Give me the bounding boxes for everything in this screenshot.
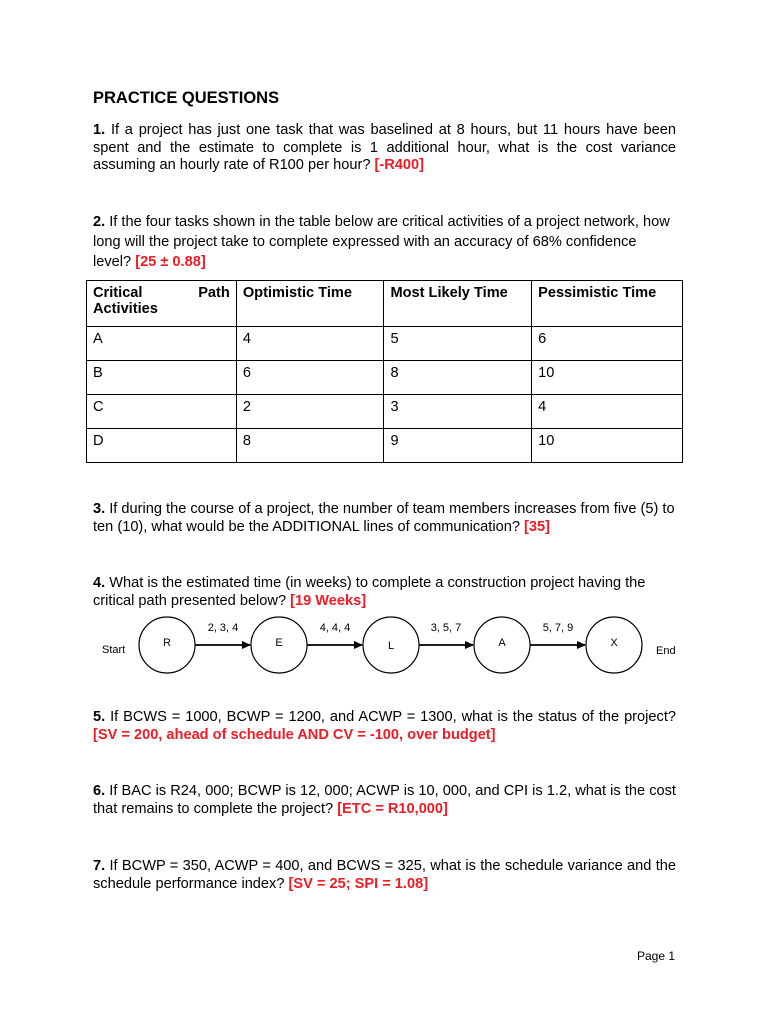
- question-answer: [SV = 200, ahead of schedule AND CV = -100, over budget]: [93, 726, 496, 743]
- question-text: If the four tasks shown in the table below are critical activities of a project network, how long will the project take to complete expressed with an accuracy of 68% confidence level?: [93, 214, 670, 270]
- cell-activity: A: [87, 327, 237, 361]
- cell-most-likely: 3: [384, 395, 532, 429]
- network-edge-label: 5, 7, 9: [542, 622, 574, 634]
- network-node-x: [586, 617, 642, 673]
- cell-pessimistic: 4: [532, 395, 683, 429]
- question-7: [93, 858, 676, 893]
- question-text: What is the estimated time (in weeks) to complete a construction project having the critical path presented below?: [93, 575, 646, 609]
- page-number: Page 1: [637, 949, 676, 963]
- cell-activity: C: [87, 395, 237, 429]
- question-1: [93, 122, 676, 175]
- network-node-a: [474, 617, 530, 673]
- cell-most-likely: 5: [384, 327, 532, 361]
- network-edge-label: 2, 3, 4: [207, 622, 239, 634]
- cell-most-likely: 8: [384, 361, 532, 395]
- question-text: If a project has just one task that was baselined at 8 hours, but 11 hours have been spent and the estimate to complete is 1 additional hour, what is the cost variance assuming an hourly rate of R100 per hour?: [93, 122, 676, 173]
- question-5: [93, 709, 676, 744]
- svg-text:A: A: [498, 637, 506, 649]
- network-node-r: [139, 617, 195, 673]
- question-number: 3.: [93, 501, 106, 517]
- critical-path-table: [86, 280, 683, 463]
- cell-optimistic: 2: [236, 395, 384, 429]
- question-6: [93, 783, 676, 818]
- cell-optimistic: 6: [236, 361, 384, 395]
- question-number: 4.: [93, 575, 106, 591]
- critical-path-network-diagram: [90, 612, 690, 674]
- table-row: [87, 429, 683, 463]
- network-node-e: [251, 617, 307, 673]
- header-most-likely-time: Most Likely Time: [384, 281, 532, 327]
- network-edge-label: 3, 5, 7: [430, 622, 462, 634]
- table-header-row: [87, 281, 683, 327]
- question-answer: [-R400]: [374, 157, 424, 173]
- question-4: [93, 575, 676, 610]
- cell-pessimistic: 10: [532, 361, 683, 395]
- cell-pessimistic: 10: [532, 429, 683, 463]
- header-critical-path-activities: Critical Path Activities: [87, 281, 237, 327]
- cell-activity: B: [87, 361, 237, 395]
- network-start-label: Start: [102, 644, 126, 656]
- header-optimistic-time: Optimistic Time: [236, 281, 384, 327]
- question-text: If BCWP = 350, ACWP = 400, and BCWS = 325, what is the schedule variance and the schedule performance index?: [93, 858, 677, 892]
- cell-optimistic: 8: [236, 429, 384, 463]
- svg-text:L: L: [387, 640, 395, 652]
- svg-text:E: E: [275, 637, 283, 649]
- question-number: 6.: [93, 783, 106, 799]
- question-text: If BCWS = 1000, BCWP = 1200, and ACWP = 1300, what is the status of the project?: [110, 709, 676, 725]
- table-row: [87, 327, 683, 361]
- table-row: [87, 361, 683, 395]
- network-edge-label: 4, 4, 4: [319, 622, 351, 634]
- question-text: If BAC is R24, 000; BCWP is 12, 000; ACWP is 10, 000, and CPI is 1.2, what is the cost that remains to complete the project?: [93, 783, 676, 817]
- network-end-label: End: [656, 645, 676, 657]
- cell-most-likely: 9: [384, 429, 532, 463]
- table-row: [87, 395, 683, 429]
- question-answer: [19 Weeks]: [290, 592, 367, 609]
- question-number: 2.: [93, 214, 106, 230]
- cell-activity: D: [87, 429, 237, 463]
- question-number: 1.: [93, 122, 106, 138]
- question-number: 5.: [93, 709, 106, 725]
- question-2: [93, 212, 676, 272]
- network-node-l: [363, 617, 419, 673]
- question-answer: [ETC = R10,000]: [337, 800, 448, 817]
- svg-text:X: X: [610, 637, 618, 649]
- page-title: PRACTICE QUESTIONS: [93, 89, 280, 107]
- cell-pessimistic: 6: [532, 327, 683, 361]
- question-number: 7.: [93, 858, 106, 874]
- question-text: If during the course of a project, the number of team members increases from five (5) to ten (10), what would be the ADDITIONAL lines of communication?: [93, 501, 675, 535]
- question-answer: [35]: [524, 518, 550, 535]
- question-3: [93, 501, 676, 536]
- svg-text:R: R: [163, 637, 171, 649]
- header-pessimistic-time: Pessimistic Time: [532, 281, 683, 327]
- cell-optimistic: 4: [236, 327, 384, 361]
- question-answer: [SV = 25; SPI = 1.08]: [288, 875, 429, 892]
- question-answer: [25 ± 0.88]: [135, 254, 206, 270]
